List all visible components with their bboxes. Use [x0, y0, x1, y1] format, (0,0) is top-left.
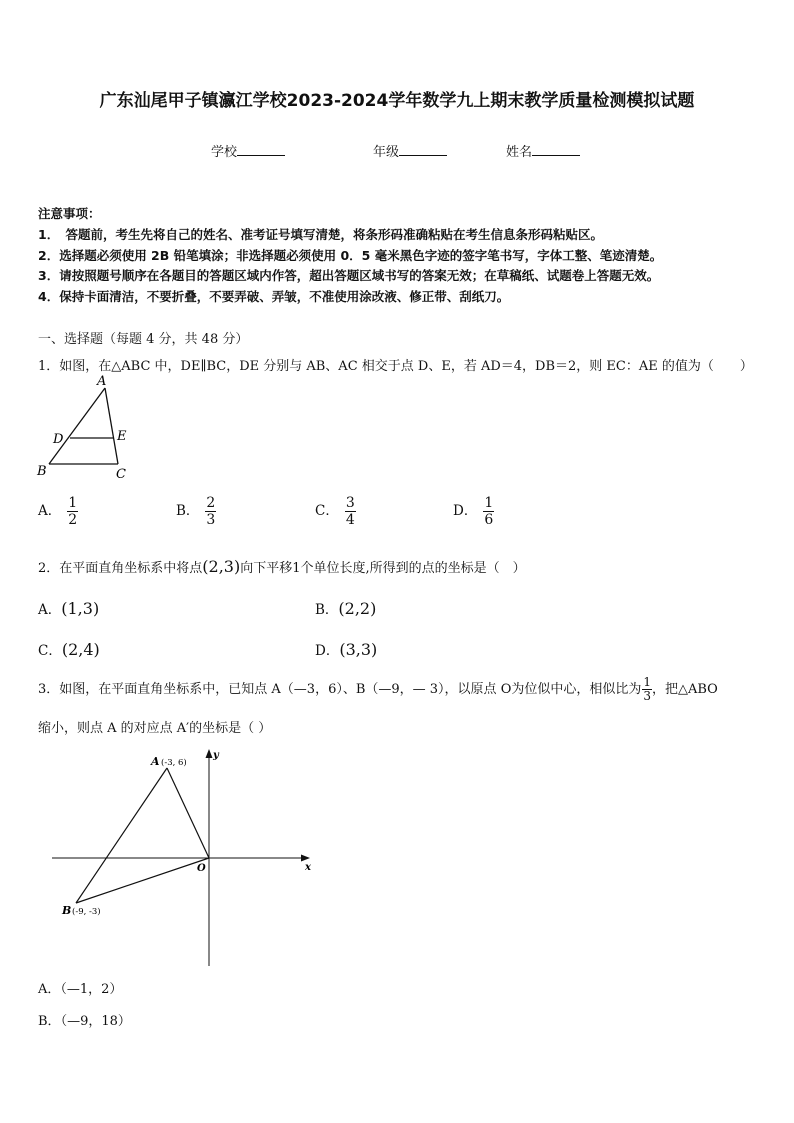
q2-option-d[interactable]	[315, 639, 377, 659]
q2-option-b[interactable]	[315, 598, 376, 618]
q3-label-o: O	[197, 863, 206, 874]
school-label: 学校	[211, 145, 238, 160]
q1-triangle-figure	[34, 372, 134, 482]
q3-ratio-den: 3	[643, 689, 651, 703]
q1-option-d[interactable]	[453, 495, 494, 528]
q1-option-a[interactable]	[38, 495, 78, 528]
q1-option-c-letter: C．	[315, 503, 339, 519]
q3-segment-ao	[167, 768, 209, 858]
q1-label-e: E	[117, 429, 127, 444]
q2-option-c-letter: C．	[38, 643, 62, 659]
q3-label-x: x	[305, 862, 311, 873]
q1-option-c-num: 3	[345, 495, 355, 511]
grade-label: 年级	[373, 145, 400, 160]
q1-stem: 1．如图，在△ABC 中，DE∥BC，DE 分别与 AB、AC 相交于点 D、E，若 AD＝4，DB＝2，则 EC：AE 的值为（ ）	[38, 359, 753, 374]
notice-heading: 注意事项：	[38, 206, 101, 221]
q2-option-c[interactable]	[38, 639, 100, 659]
q3-option-b-letter: B．	[38, 1014, 61, 1029]
q1-label-a: A	[97, 374, 107, 389]
q1-option-a-fraction	[67, 495, 78, 528]
q2-option-a-value: (1,3)	[61, 599, 100, 618]
q1-option-b-den: 3	[206, 512, 216, 528]
q3-option-b[interactable]	[38, 1010, 131, 1029]
q1-option-b-num: 2	[206, 495, 216, 511]
q3-stem-pre: 3．如图，在平面直角坐标系中，已知点 A（—3，6）、B（—9，— 3），以原点 O为位似中心，相似比为	[38, 682, 642, 697]
q2-option-a[interactable]	[38, 598, 99, 618]
q1-label-c: C	[116, 467, 126, 482]
grade-blank[interactable]	[399, 144, 447, 156]
q1-side-ac	[105, 388, 118, 464]
q1-option-b[interactable]	[176, 495, 216, 528]
q2-option-d-letter: D．	[315, 643, 340, 659]
q3-stem-line2: 缩小，则点 A 的对应点 A′的坐标是（ ）	[38, 721, 272, 736]
q1-option-b-letter: B．	[176, 503, 200, 519]
q1-side-ab	[49, 388, 105, 464]
q2-option-b-value: (2,2)	[338, 599, 377, 618]
q1-label-b: B	[37, 464, 47, 479]
q1-option-d-num: 1	[484, 495, 494, 511]
q3-coordinate-figure	[48, 746, 323, 971]
grade-field[interactable]	[373, 141, 447, 160]
school-blank[interactable]	[237, 144, 285, 156]
q3-segment-bo	[76, 858, 209, 903]
notice-item-4: 4．保持卡面清洁，不要折叠，不要弄破、弄皱，不准使用涂改液、修正带、刮纸刀。	[38, 289, 510, 304]
name-field[interactable]	[506, 141, 580, 160]
school-field[interactable]	[211, 141, 285, 160]
q2-option-a-letter: A．	[38, 602, 62, 618]
q3-option-b-value: （—9，18）	[60, 1014, 131, 1029]
q3-option-a-value: （—1，2）	[60, 982, 123, 997]
q3-ratio-num: 1	[643, 675, 651, 689]
notice-item-1: 1． 答题前，考生先将自己的姓名、准考证号填写清楚，将条形码准确粘贴在考生信息条形码粘贴区。	[38, 227, 603, 242]
q3-stem-post: ，把△ABO	[652, 682, 718, 697]
q2-stem-post: 向下平移1个单位长度,所得到的点的坐标是（ ）	[240, 561, 526, 576]
q1-option-d-fraction	[483, 495, 494, 528]
q2-stem	[38, 557, 526, 576]
section-heading: 一、选择题（每题 4 分，共 48 分）	[38, 332, 249, 347]
q1-option-a-letter: A．	[38, 503, 62, 519]
q1-option-d-letter: D．	[453, 503, 478, 519]
q3-label-b: B	[62, 904, 72, 917]
q1-option-a-den: 2	[68, 512, 78, 528]
name-label: 姓名	[506, 145, 533, 160]
q1-option-a-num: 1	[68, 495, 78, 511]
q3-option-a-letter: A．	[38, 982, 61, 997]
q1-option-c-den: 4	[345, 512, 355, 528]
q1-option-b-fraction	[205, 495, 216, 528]
q3-x-axis-arrow	[301, 855, 310, 862]
q2-option-b-letter: B．	[315, 602, 339, 618]
q2-option-d-value: (3,3)	[339, 640, 378, 659]
q1-option-c[interactable]	[315, 495, 356, 528]
q1-option-d-den: 6	[484, 512, 494, 528]
q3-segment-ab	[76, 768, 167, 903]
q2-option-c-value: (2,4)	[61, 640, 100, 659]
notice-item-3: 3．请按照题号顺序在各题目的答题区域内作答，超出答题区域书写的答案无效；在草稿纸、试题卷上答题无效。	[38, 268, 660, 283]
q3-label-y: y	[213, 750, 219, 761]
q3-ratio-fraction	[642, 676, 652, 703]
page-title: 广东汕尾甲子镇瀛江学校2023-2024学年数学九上期末教学质量检测模拟试题	[99, 91, 695, 111]
q3-label-b-coord: (-9, -3)	[72, 907, 101, 917]
q3-option-a[interactable]	[38, 978, 122, 997]
q1-option-c-fraction	[345, 495, 356, 528]
q3-label-a: A	[151, 755, 160, 768]
q2-stem-pre: 2．在平面直角坐标系中将点	[38, 561, 203, 576]
q3-stem-line1	[38, 676, 718, 703]
q3-y-axis-arrow	[206, 749, 213, 758]
q1-label-d: D	[53, 432, 64, 447]
notice-item-2: 2．选择题必须使用 2B 铅笔填涂；非选择题必须使用 0．5 毫米黑色字迹的签字笔书写，字体工整、笔迹清楚。	[38, 248, 663, 263]
name-blank[interactable]	[532, 144, 580, 156]
q2-point: (2,3)	[202, 557, 241, 576]
q3-label-a-coord: (-3, 6)	[161, 758, 187, 768]
